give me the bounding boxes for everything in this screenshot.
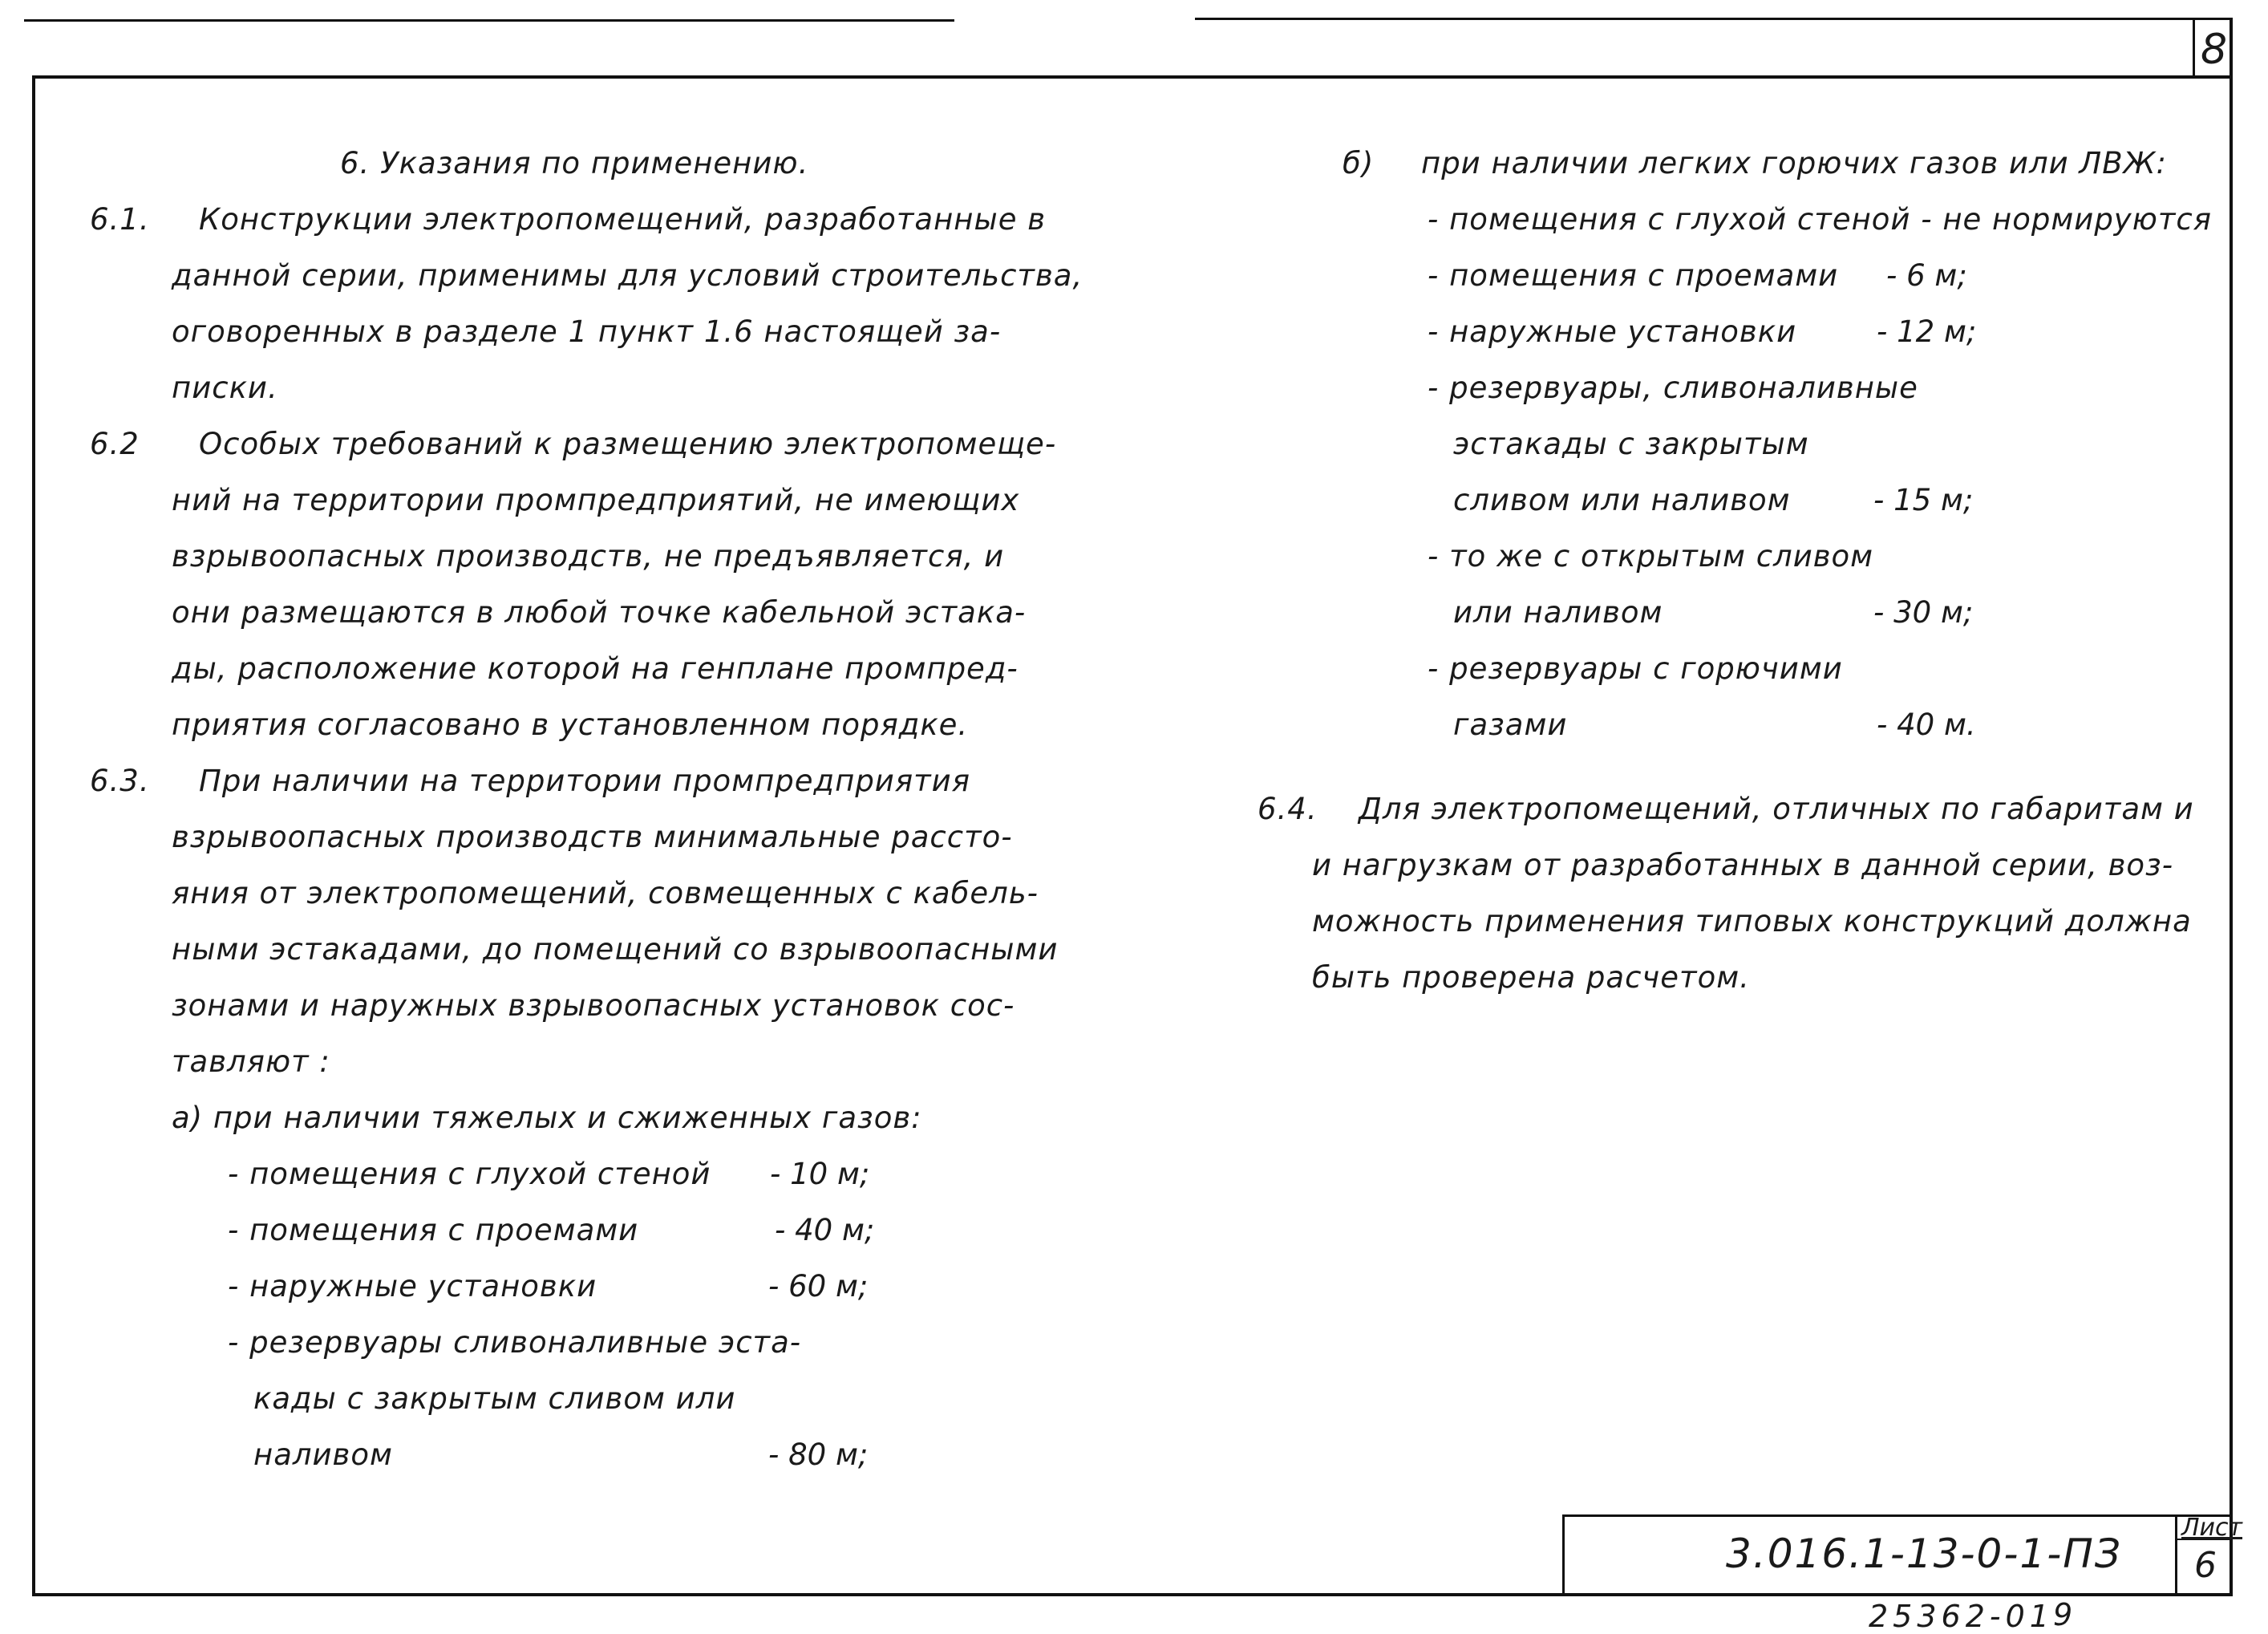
title-block-left: [1562, 1514, 1565, 1595]
case-b-heading: при наличии легких горючих газов или ЛВЖ:: [1421, 146, 2167, 180]
case-b-item: - помещения с глухой стеной - не нормируются: [1428, 202, 2212, 237]
title-block-divider: [2175, 1514, 2177, 1595]
case-b-item: - то же с открытым сливом: [1428, 539, 1874, 574]
paragraph-line: быть проверена расчетом.: [1312, 960, 1750, 995]
frame-top: [35, 75, 2233, 79]
case-b-item: эстакады с закрытым: [1453, 427, 1809, 461]
case-a-item: - наружные установки: [228, 1269, 597, 1304]
case-b-item: газами: [1453, 708, 1568, 742]
corner-box-left: [2193, 18, 2195, 77]
paragraph-line: писки.: [172, 371, 278, 405]
paragraph-line: оговоренных в разделе 1 пункт 1.6 настоящей за-: [172, 314, 1002, 349]
case-b-value: - 15 м;: [1873, 483, 1974, 517]
case-b-value: - 12 м;: [1877, 314, 1977, 349]
section-title: 6. Указания по применению.: [340, 146, 809, 180]
paragraph-line: Особых требований к размещению электропомеще-: [199, 427, 1057, 461]
footer-number: 25362-01: [1869, 1599, 2054, 1634]
paragraph-line: яния от электропомещений, совмещенных с кабель-: [172, 876, 1039, 910]
paragraph-number-6-3: 6.3.: [90, 764, 150, 798]
top-rule-right: [1195, 18, 2230, 20]
case-b-value: - 40 м.: [1877, 708, 1976, 742]
document-code: 3.016.1-13-0-1-ПЗ: [1726, 1531, 2122, 1577]
paragraph-line: данной серии, применимы для условий строительства,: [172, 258, 1083, 293]
sheet-label: Лист: [2181, 1514, 2243, 1542]
paragraph-number-6-2: 6.2: [90, 427, 140, 461]
paragraph-number-6-4: 6.4.: [1258, 792, 1318, 826]
top-rule-left: [24, 19, 954, 22]
case-a-value: - 40 м;: [775, 1213, 875, 1247]
case-b-item: - резервуары, сливоналивные: [1428, 371, 1918, 405]
paragraph-line: можность применения типовых конструкций должна: [1312, 904, 2192, 939]
corner-page-number: 8: [2201, 26, 2228, 74]
footer-suffix: 9: [2053, 1597, 2078, 1632]
paragraph-line: При наличии на территории промпредприятия: [199, 764, 970, 798]
frame-bottom: [32, 1593, 2233, 1596]
case-b-item: - наружные установки: [1428, 314, 1797, 349]
sheet-number: 6: [2194, 1545, 2217, 1586]
case-a-value: - 60 м;: [768, 1269, 869, 1304]
case-a-heading: а) при наличии тяжелых и сжиженных газов:: [172, 1101, 922, 1135]
case-a-item: - резервуары сливоналивные эста-: [228, 1325, 802, 1360]
paragraph-line: зонами и наружных взрывоопасных установок сос-: [172, 988, 1015, 1023]
case-b-item: сливом или наливом: [1453, 483, 1791, 517]
case-b-value: - 6 м;: [1886, 258, 1967, 293]
case-b-item: - резервуары с горючими: [1428, 651, 1843, 686]
paragraph-line: и нагрузкам от разработанных в данной серии, воз-: [1312, 848, 2174, 882]
case-b-value: - 30 м;: [1873, 595, 1974, 630]
case-a-value: - 10 м;: [770, 1157, 870, 1191]
paragraph-line: ды, расположение которой на генплане промпред-: [172, 651, 1019, 686]
paragraph-line: ными эстакадами, до помещений со взрывоопасными: [172, 932, 1059, 967]
title-block-top: [1562, 1514, 2233, 1517]
frame-right: [2230, 18, 2233, 1595]
case-a-item: - помещения с глухой стеной: [228, 1157, 711, 1191]
case-a-value: - 80 м;: [768, 1437, 869, 1472]
paragraph-line: Для электропомещений, отличных по габаритам и: [1359, 792, 2194, 826]
paragraph-line: они размещаются в любой точке кабельной эстака-: [172, 595, 1027, 630]
paragraph-line: взрывоопасных производств минимальные рассто-: [172, 820, 1013, 854]
paragraph-line: взрывоопасных производств, не предъявляется, и: [172, 539, 1005, 574]
paragraph-line: Конструкции электропомещений, разработанные в: [199, 202, 1047, 237]
paragraph-line: приятия согласовано в установленном порядке.: [172, 708, 969, 742]
case-b-marker: б): [1343, 146, 1375, 180]
case-a-item: кады с закрытым сливом или: [253, 1381, 736, 1416]
paragraph-number-6-1: 6.1.: [90, 202, 150, 237]
frame-left: [32, 75, 35, 1595]
paragraph-line: тавляют :: [172, 1044, 330, 1079]
case-b-item: или наливом: [1453, 595, 1663, 630]
case-a-item: - помещения с проемами: [228, 1213, 639, 1247]
paragraph-line: ний на территории промпредприятий, не имеющих: [172, 483, 1020, 517]
case-a-item: наливом: [253, 1437, 393, 1472]
case-b-item: - помещения с проемами: [1428, 258, 1839, 293]
